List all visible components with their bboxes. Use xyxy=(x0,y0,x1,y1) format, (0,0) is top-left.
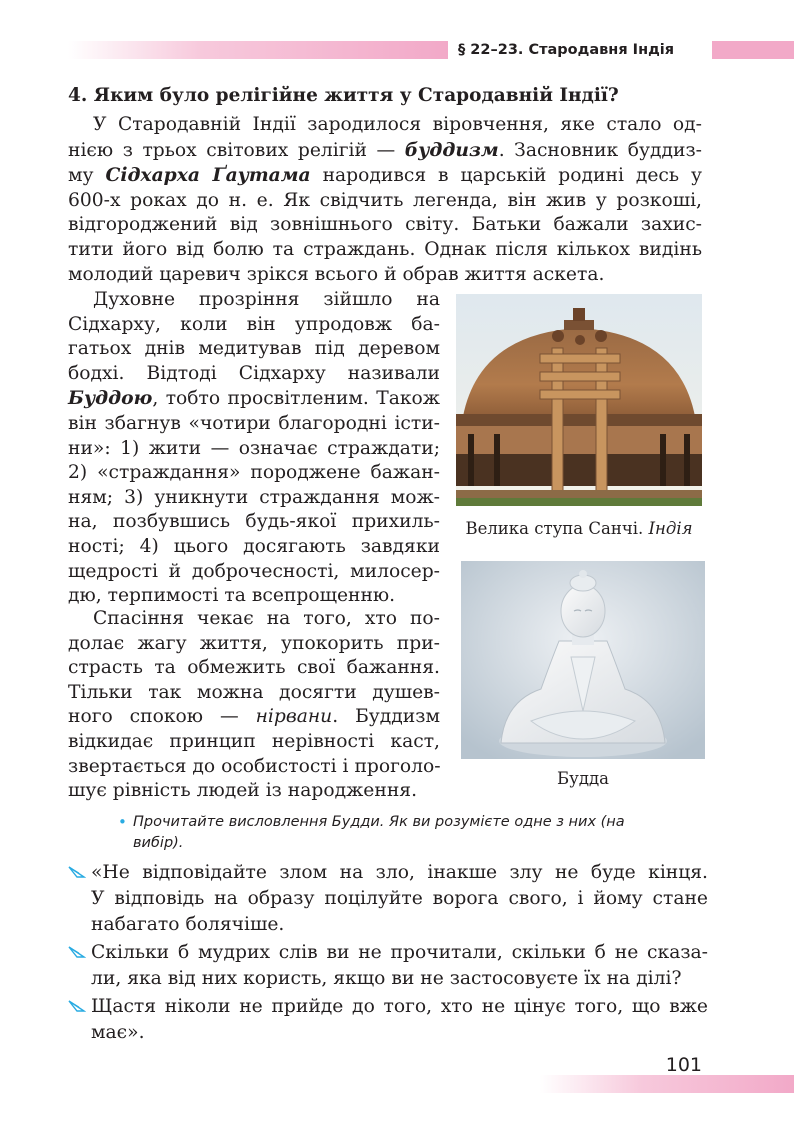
quote-line: набагато болячіше. xyxy=(91,914,285,935)
footer-decor-bar xyxy=(540,1075,794,1093)
text-line: 2) «страждання» породжене бажан- xyxy=(68,462,440,484)
quote-line: має». xyxy=(91,1022,145,1043)
page-number: 101 xyxy=(665,1054,702,1076)
text-line: Духовне прозріння зійшло на xyxy=(93,289,440,310)
task-line: вибір). xyxy=(133,835,184,851)
text-line: ни»: 1) жити — означає страждати; xyxy=(68,437,440,459)
term-nirvana: нірвани xyxy=(255,706,333,728)
task-line: Прочитайте висловлення Будди. Як ви розумієте одне з них (на xyxy=(133,814,625,830)
text-line: страсть та обмежить свої бажання. xyxy=(68,657,440,679)
text-line: ного спокою — нірвани. Буддизм xyxy=(68,706,440,728)
text-line: дю, терпимості та всепрощенню. xyxy=(68,585,396,607)
paragraph-salvation xyxy=(68,607,440,804)
text-line: відгороджений від зовнішнього світу. Батьки бажали захис- xyxy=(68,214,702,236)
paragraph-enlightenment xyxy=(68,288,440,609)
running-header-title: § 22–23. Стародавня Індія xyxy=(458,42,675,58)
quote-line: Скільки б мудрих слів ви не прочитали, скільки б не сказа- xyxy=(91,942,708,963)
stupa-photo xyxy=(456,294,702,506)
text-line: щедрості й доброчесності, милосер- xyxy=(68,560,440,582)
text-line: Тільки так можна досягти душев- xyxy=(68,681,440,703)
quote-line: «Не відповідайте злом на зло, інакше злу не буде кінця. xyxy=(91,862,708,883)
term-buddha: Буддою xyxy=(68,387,153,410)
buddha-quote-3 xyxy=(68,994,708,1046)
text-line: на, позбувшись будь-якої прихиль- xyxy=(68,511,440,533)
pen-nib-icon xyxy=(68,945,86,959)
text-line: У Стародавній Індії зародилося віровчення, яке стало од- xyxy=(93,114,702,135)
header-decor-bar-left xyxy=(68,41,448,59)
text-line: му Сідхарха Ґаутама народився в царській родині десь у xyxy=(68,164,702,187)
text-line: Спасіння чекає на того, хто по- xyxy=(93,608,440,629)
text-line: він збагнув «чотири благородні істи- xyxy=(68,412,440,434)
text-line: Буддою, тобто просвітленим. Також xyxy=(68,387,440,410)
task-prompt xyxy=(118,812,708,854)
quote-line: Щастя ніколи не прийде до того, хто не цінує того, що вже xyxy=(91,996,708,1017)
term-siddhartha: Сідхарха Ґаутама xyxy=(105,164,311,187)
text-line: звертається до особистості і проголо- xyxy=(68,755,441,777)
header-decor-bar-right xyxy=(712,41,794,59)
buddha-quote-1 xyxy=(68,860,708,938)
bullet-icon: • xyxy=(118,813,127,831)
quote-line: ли, яка від них користь, якщо ви не застосовуєте їх на ділі? xyxy=(91,968,682,989)
text-line: відкидає принцип нерівності каст, xyxy=(68,730,440,752)
text-line: ням; 3) уникнути страждання мож- xyxy=(68,486,440,508)
buddha-quote-2 xyxy=(68,940,708,992)
pen-nib-icon xyxy=(68,999,86,1013)
term-buddhism: буддизм xyxy=(404,138,499,161)
stupa-caption: Велика ступа Санчі. Індія xyxy=(465,519,693,538)
text-line: бодхі. Відтоді Сідхарху називали xyxy=(68,362,440,384)
text-line: 600-х роках до н. е. Як свідчить легенда, він жив у розкоші, xyxy=(68,189,702,211)
text-line: шує рівність людей із народження. xyxy=(68,780,418,802)
text-line: молодий царевич зрікся всього й обрав життя аскета. xyxy=(68,263,605,285)
pen-nib-icon xyxy=(68,865,86,879)
text-line: Сідхарху, коли він упродовж ба- xyxy=(68,313,440,335)
buddha-statue-photo xyxy=(461,561,705,759)
text-line: ності; 4) цього досягають завдяки xyxy=(68,535,440,557)
text-line: гатьох днів медитував під деревом xyxy=(68,338,440,360)
text-line: тити його від болю та страждань. Однак після кількох видінь xyxy=(68,238,702,260)
section-heading: 4. Яким було релігійне життя у Стародавній Індії? xyxy=(68,85,619,106)
buddha-caption: Будда xyxy=(557,769,609,788)
text-line: долає жагу життя, упокорить при- xyxy=(68,632,440,654)
paragraph-intro xyxy=(68,113,702,287)
quote-line: У відповідь на образу поцілуйте ворога свого, і йому стане xyxy=(91,888,708,909)
text-line: нією з трьох світових релігій — буддизм. Засновник буддиз- xyxy=(68,138,702,161)
